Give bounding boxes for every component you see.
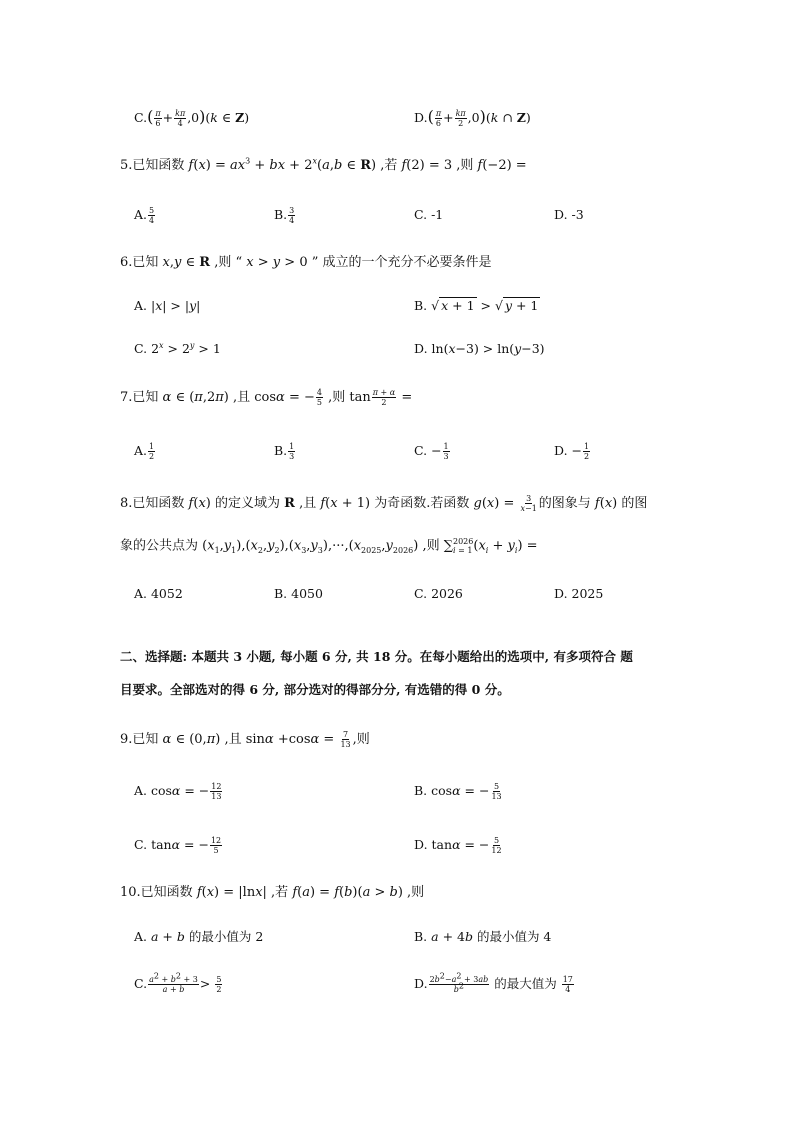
- section2-line2: 目要求。全部选对的得 6 分, 部分选对的得部分分, 有选错的得 0 分。: [120, 682, 510, 697]
- q8-option-a: A. 4052: [134, 586, 183, 601]
- q6-option-c: C. $2^x > 2^y > 1$: [134, 340, 221, 356]
- q5-option-c: C. -1: [414, 207, 444, 222]
- q8-option-c: C. 2026: [414, 586, 463, 601]
- q7-option-b: B. $\frac{1}{3}$: [274, 442, 295, 461]
- q4-option-d: D.( $\frac{\pi}{6}$ + $\frac{k\pi}{2}$ ,0)(k ∩ Z): [414, 107, 531, 128]
- q9-option-b: B. cosα = − $\frac{5}{13}$: [414, 782, 502, 801]
- q8-stem-line1: 8.已知函数 f(x) 的定义域为 R ,且 f(x + 1) 为奇函数.若函数 g(x) = $\frac{3}{x-1}$ 的图象与 f(x) 的图: [120, 494, 648, 513]
- q9-option-c: C. tanα = − $\frac{12}{5}$: [134, 836, 222, 855]
- q6-option-b: B. √ x + 1 > √ y + 1: [414, 298, 539, 313]
- q6-option-d: D. ln(x−3) > ln(y−3): [414, 341, 545, 356]
- q6-stem: 6.已知 x,y ∈ R ,则 “ x > y > 0 ” 成立的一个充分不必要条件是: [120, 255, 492, 270]
- q5-option-b: B. $\frac{3}{4}$: [274, 206, 295, 225]
- q5-option-a: A. $\frac{5}{4}$: [134, 206, 155, 225]
- q10-option-d: D. $\frac{2b^2-a^2 + 3ab}{b^2}$ 的最大值为 $\frac{17}{4}$: [414, 971, 573, 994]
- q7-option-d: D. − $\frac{1}{2}$: [554, 442, 590, 461]
- q6-option-a: A. |x| > |y|: [134, 298, 201, 313]
- q8-option-b: B. 4050: [274, 586, 323, 601]
- q7-option-a: A. $\frac{1}{2}$: [134, 442, 155, 461]
- q10-option-b: B. a + 4b 的最小值为 4: [414, 929, 552, 944]
- q9-stem: 9.已知 α ∈ (0,π) ,且 sinα +cosα = $\frac{7}{13}$ ,则: [120, 730, 370, 749]
- q9-option-d: D. tanα = − $\frac{5}{12}$: [414, 836, 502, 855]
- q9-option-a: A. cosα = − $\frac{12}{13}$: [134, 782, 222, 801]
- q8-option-d: D. 2025: [554, 586, 604, 601]
- q4-option-c: C.( $\frac{\pi}{6}$ + $\frac{k\pi}{4}$ ,0)(k ∈ Z): [134, 107, 250, 128]
- section2-line1: 二、选择题: 本题共 3 小题, 每小题 6 分, 共 18 分。在每小题给出的选项中, 有多项符合 题: [120, 649, 633, 664]
- q5-option-d: D. -3: [554, 207, 584, 222]
- q5-stem: 5.已知函数 $f(x) = ax^3$ + bx + $2^x(a,b$ ∈ R) ,若 f(2) = 3 ,则 f(−2) =: [120, 156, 527, 173]
- q10-option-a: A. a + b 的最小值为 2: [134, 929, 264, 944]
- q8-stem-line2: 象的公共点为 $(x_1,y_1),(x_2,y_2),(x_3,y_3),\cdot\cdot\cdot,(x_{2025},y_{2026})$ ,则 ∑ 2026 i = 1 $(x_i + y_i)$ =: [120, 537, 538, 556]
- q10-option-c: C. $\frac{a^2 + b^2 + 3}{a + b}$ > $\frac{5}{2}$: [134, 971, 222, 994]
- q10-stem: 10.已知函数 f(x) = |lnx| ,若 f(a) = f(b)(a > b) ,则: [120, 885, 425, 900]
- q7-option-c: C. − $\frac{1}{3}$: [414, 442, 449, 461]
- q7-stem: 7.已知 α ∈ (π,2π) ,且 cosα = − $\frac{4}{5}$ ,则 tan $\frac{\pi + \alpha}{2}$ =: [120, 388, 413, 407]
